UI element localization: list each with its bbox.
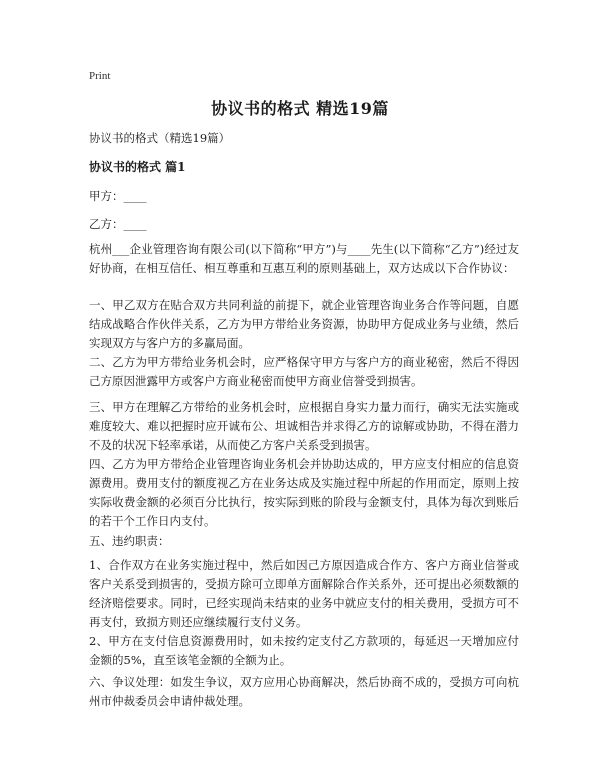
party-a-line: 甲方：____ <box>89 189 147 203</box>
clause-4-paragraph: 四、乙方为甲方带给企业管理咨询业务机会并协助达成的，甲方应支付相应的信息资源费用。费用支付的额度视乙方在业务达成及实施过程中所起的作用而定，原则上按实际收费金额的必须百分比执行，按实际到账的阶段与金额支付，具体为每次到账后的若干个工作日内支付。 <box>89 457 519 528</box>
liability-heading: 五、违约职责： <box>89 534 170 548</box>
liability-item-2: 2、甲方在支付信息资源费用时，如未按约定支付乙方款项的，每延迟一天增加应付金额的5%，直至该笔金额的全额为止。 <box>89 634 519 667</box>
liability-item-1: 1、合作双方在业务实施过程中，然后如因己方原因造成合作方、客户方商业信誉或客户关系受到损害的，受损方除可立即单方面解除合作关系外，还可提出必须数额的经济赔偿要求。同时，已经实现尚未结束的业务中就应支付的相关费用，受损方可不再支付，致损方则还应继续履行支付义务。 <box>89 558 519 629</box>
clause-2-paragraph: 二、乙方为甲方带给业务机会时，应严格保守甲方与客户方的商业秘密，然后不得因己方原因泄露甲方或客户方商业秘密而使甲方商业信誉受到损害。 <box>89 355 519 388</box>
clause-1-paragraph: 一、甲乙双方在贴合双方共同利益的前提下，就企业管理咨询业务合作等问题，自愿结成战略合作伙伴关系，乙方为甲方带给业务资源，协助甲方促成业务与业绩，然后实现双方与客户方的多赢局面。 <box>89 298 519 350</box>
clause-3-paragraph: 三、甲方在理解乙方带给的业务机会时，应根据自身实力量力而行，确实无法实施或难度较大、难以把握时应开诚布公、坦诚相告并求得乙方的谅解或协助，不得在潜力不及的状况下轻率承诺，从而使乙方客户关系受到损害。 <box>89 400 519 452</box>
party-b-line: 乙方：____ <box>89 217 147 231</box>
section-heading: 协议书的格式 篇1 <box>89 160 186 174</box>
intro-paragraph: 杭州___企业管理咨询有限公司(以下简称“甲方”)与____先生(以下简称“乙方”)经过友好协商，在相互信任、相互尊重和互惠互利的原则基础上，双方达成以下合作协议： <box>89 242 519 275</box>
dispute-paragraph: 六、争议处理：如发生争议，双方应用心协商解决，然后协商不成的，受损方可向杭州市仲裁委员会申请仲裁处理。 <box>89 675 519 708</box>
document-title: 协议书的格式 精选19篇 <box>211 99 389 118</box>
document-subtitle: 协议书的格式（精选19篇） <box>89 131 231 145</box>
print-link[interactable]: Print <box>89 70 111 82</box>
